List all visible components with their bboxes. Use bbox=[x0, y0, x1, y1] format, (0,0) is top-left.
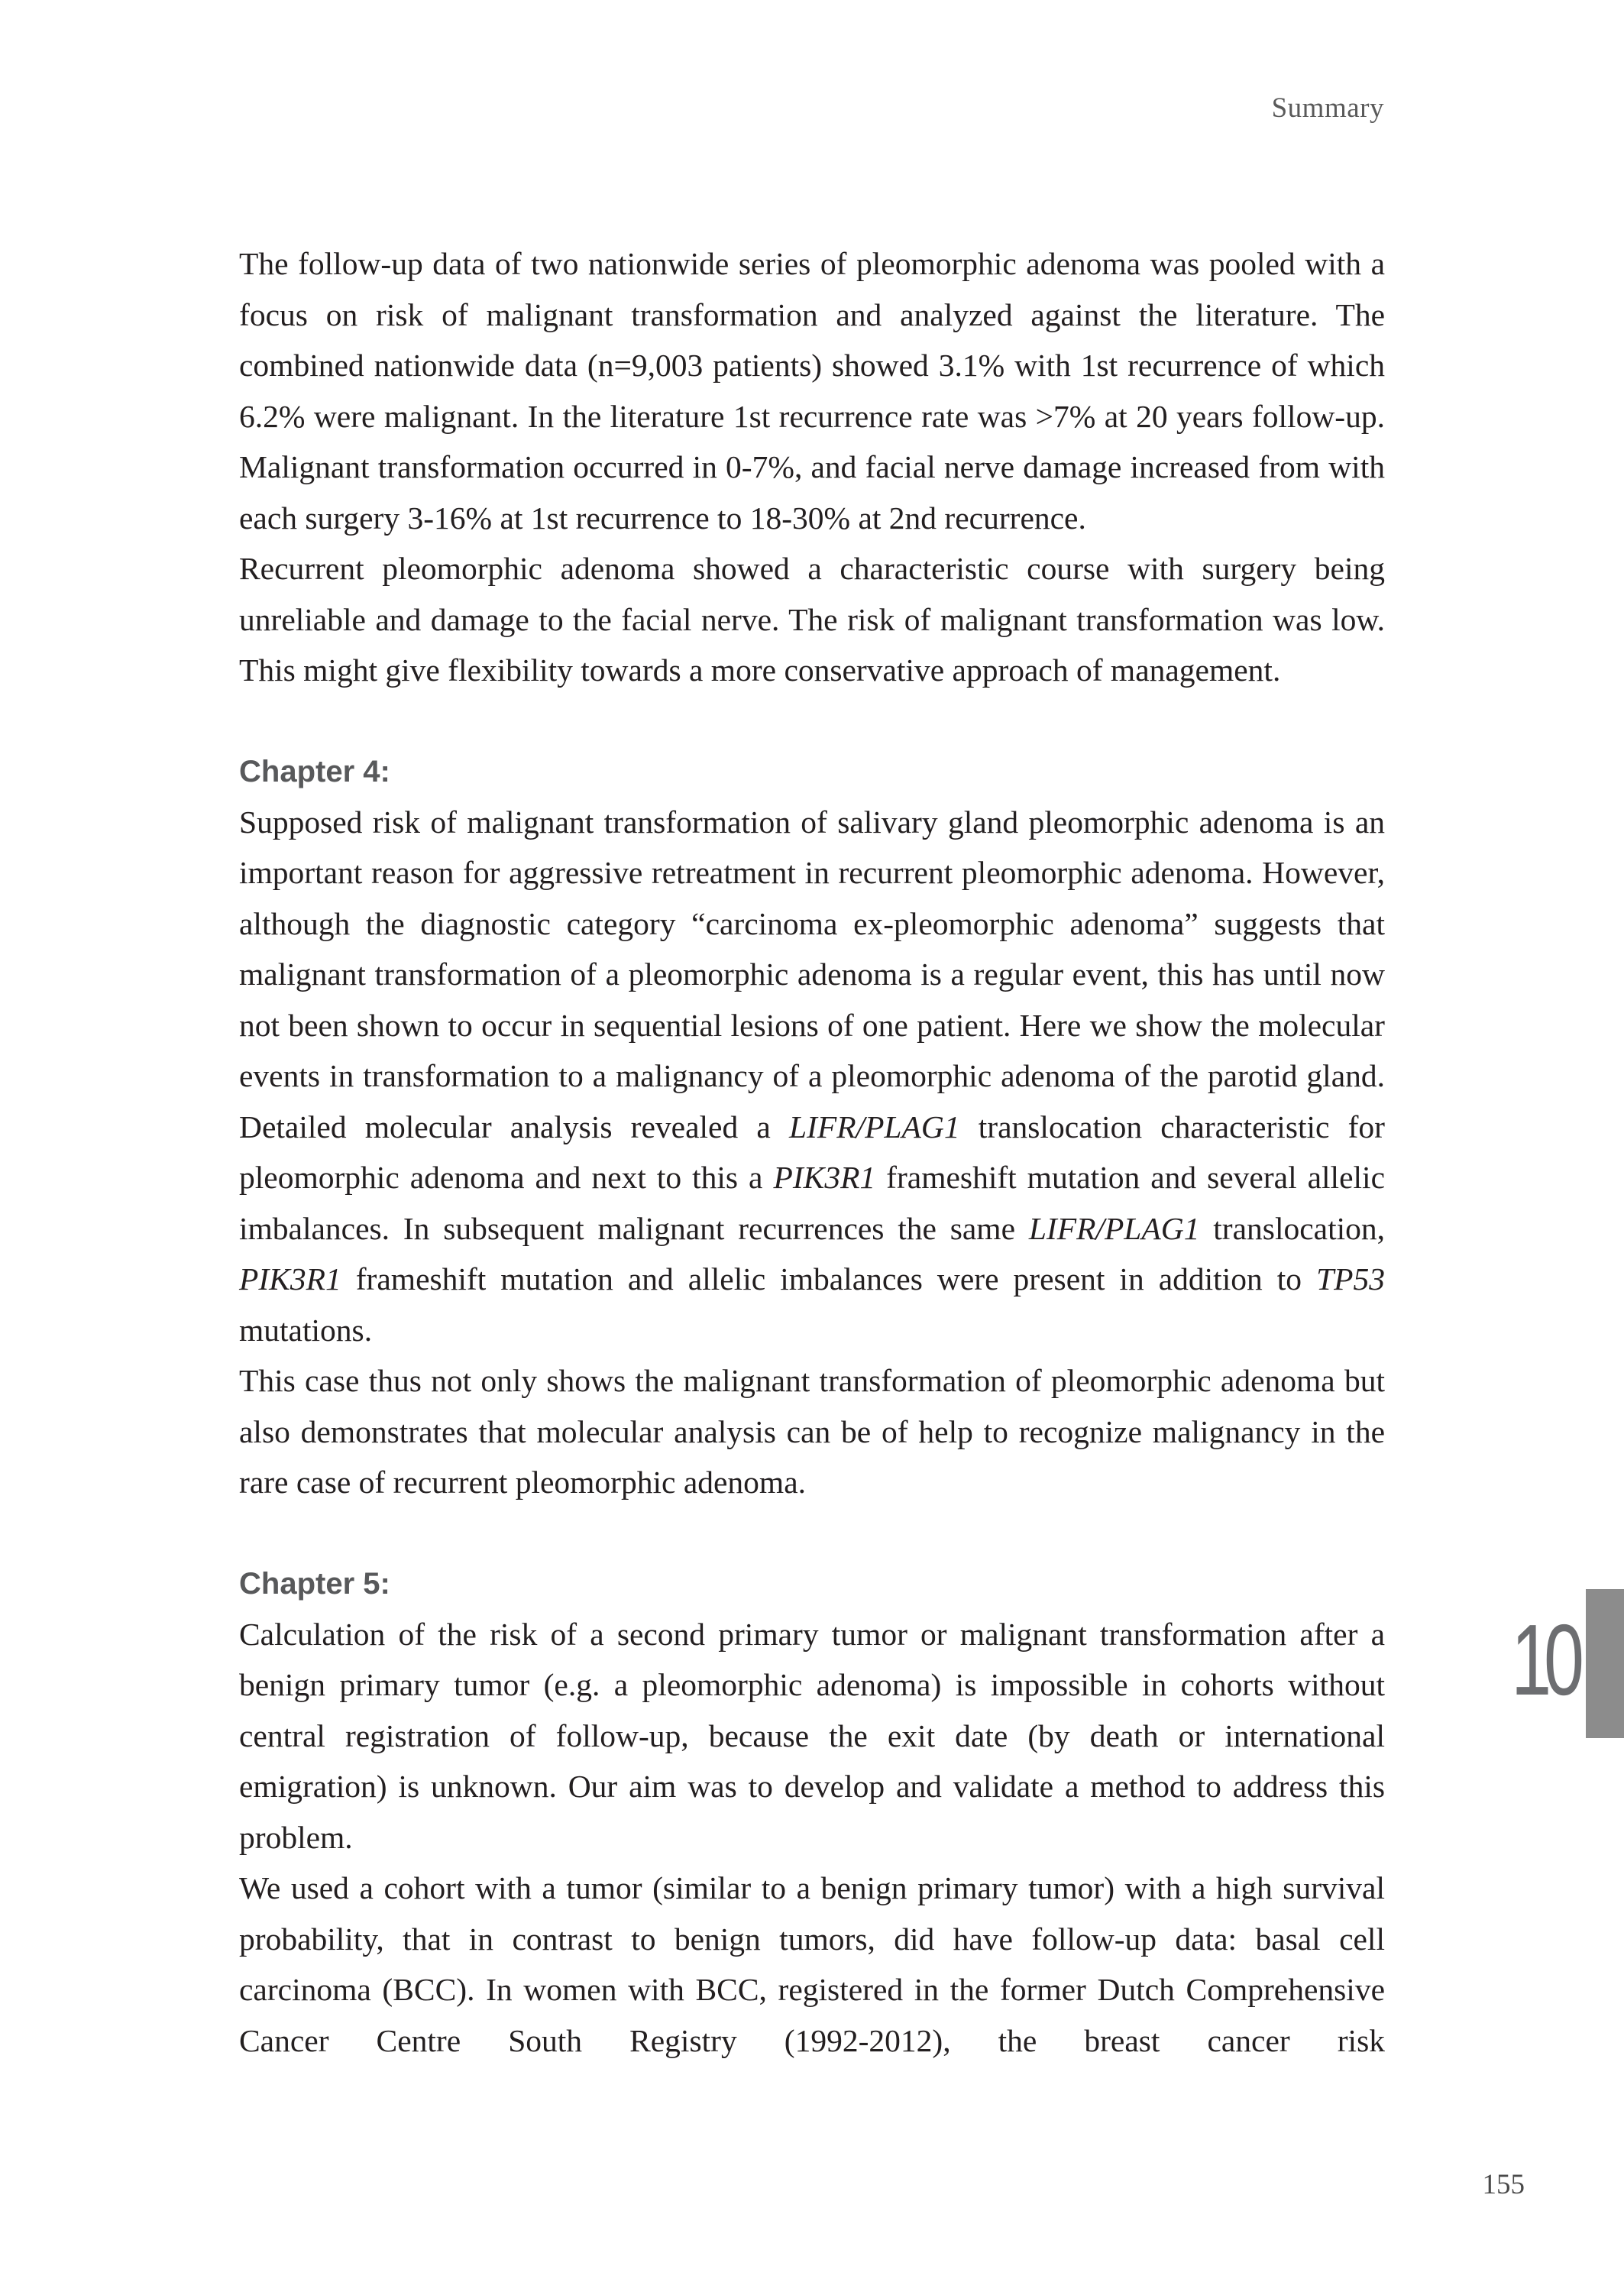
gene-name: PIK3R1 bbox=[239, 1261, 341, 1297]
chapter-tab-marker bbox=[1586, 1589, 1624, 1738]
text-run: frameshift mutation and several allelic imbalances. In subsequent malignant recurrences the same bbox=[239, 1160, 1385, 1246]
chapter-5-heading: Chapter 5: bbox=[239, 1566, 390, 1601]
body-paragraph: The follow-up data of two nationwide series of pleomorphic adenoma was pooled with a focus on risk of malignant transformation and analyzed against the literature. The combined nationwide data (n=9,003 patients) showed 3.1% with 1st recurrence of which 6.2% were malignant. In the literature 1st recurrence rate was >7% at 20 years follow-up. Malignant transformation occurred in 0-7%, and facial nerve damage increased from with each surgery 3-16% at 1st recurrence to 18-30% at 2nd recurrence. bbox=[239, 246, 1385, 536]
gene-name: LIFR/PLAG1 bbox=[788, 1109, 960, 1144]
text-run: frameshift mutation and allelic imbalances were present in addition to bbox=[341, 1261, 1317, 1297]
paragraph-gap bbox=[239, 1508, 1385, 1559]
chapter-number: 10 bbox=[1511, 1604, 1577, 1716]
text-run: mutations. bbox=[239, 1312, 373, 1348]
paragraph-gap bbox=[239, 696, 1385, 746]
page-body bbox=[239, 238, 1385, 2066]
text-run: translocation characteristic for pleomorphic adenoma and next to this a bbox=[239, 1109, 1385, 1195]
gene-name: LIFR/PLAG1 bbox=[1028, 1210, 1200, 1246]
body-paragraph: Calculation of the risk of a second primary tumor or malignant transformation after a benign primary tumor (e.g. a pleomorphic adenoma) is impossible in cohorts without central registration of follow-up, because the exit date (by death or international emigration) is unknown. Our aim was to develop and validate a method to address this problem. bbox=[239, 1616, 1385, 1855]
page-number: 155 bbox=[1482, 2169, 1525, 2200]
running-header: Summary bbox=[1271, 92, 1384, 124]
body-paragraph bbox=[239, 797, 1385, 1356]
body-paragraph: We used a cohort with a tumor (similar to a benign primary tumor) with a high survival probability, that in contrast to benign tumors, did have follow-up data: basal cell carcinoma (BCC). In women with BCC, registered in the former Dutch Comprehensive Cancer Centre South Registry (1992-2012), the breast cancer risk bbox=[239, 1870, 1385, 2058]
gene-name: PIK3R1 bbox=[773, 1160, 876, 1195]
chapter-4-heading: Chapter 4: bbox=[239, 754, 390, 788]
text-run: Supposed risk of malignant transformation of salivary gland pleomorphic adenoma is an important reason for aggressive retreatment in recurrent pleomorphic adenoma. However, although the diagnostic category “carcinoma ex-pleomorphic adenoma” suggests that malignant transformation of a pleomorphic adenoma is a regular event, this has until now not been shown to occur in sequential lesions of one patient. Here we show the molecular events in transformation to a malignancy of a pleomorphic adenoma of the parotid gland. Detailed molecular analysis revealed a bbox=[239, 804, 1385, 1144]
text-run: translocation, bbox=[1199, 1210, 1385, 1246]
body-paragraph: Recurrent pleomorphic adenoma showed a characteristic course with surgery being unreliable and damage to the facial nerve. The risk of malignant transformation was low. This might give flexibility towards a more conservative approach of management. bbox=[239, 551, 1385, 688]
gene-name: TP53 bbox=[1316, 1261, 1385, 1297]
body-paragraph: This case thus not only shows the malignant transformation of pleomorphic adenoma but also demonstrates that molecular analysis can be of help to recognize malignancy in the rare case of recurrent pleomorphic adenoma. bbox=[239, 1363, 1385, 1500]
